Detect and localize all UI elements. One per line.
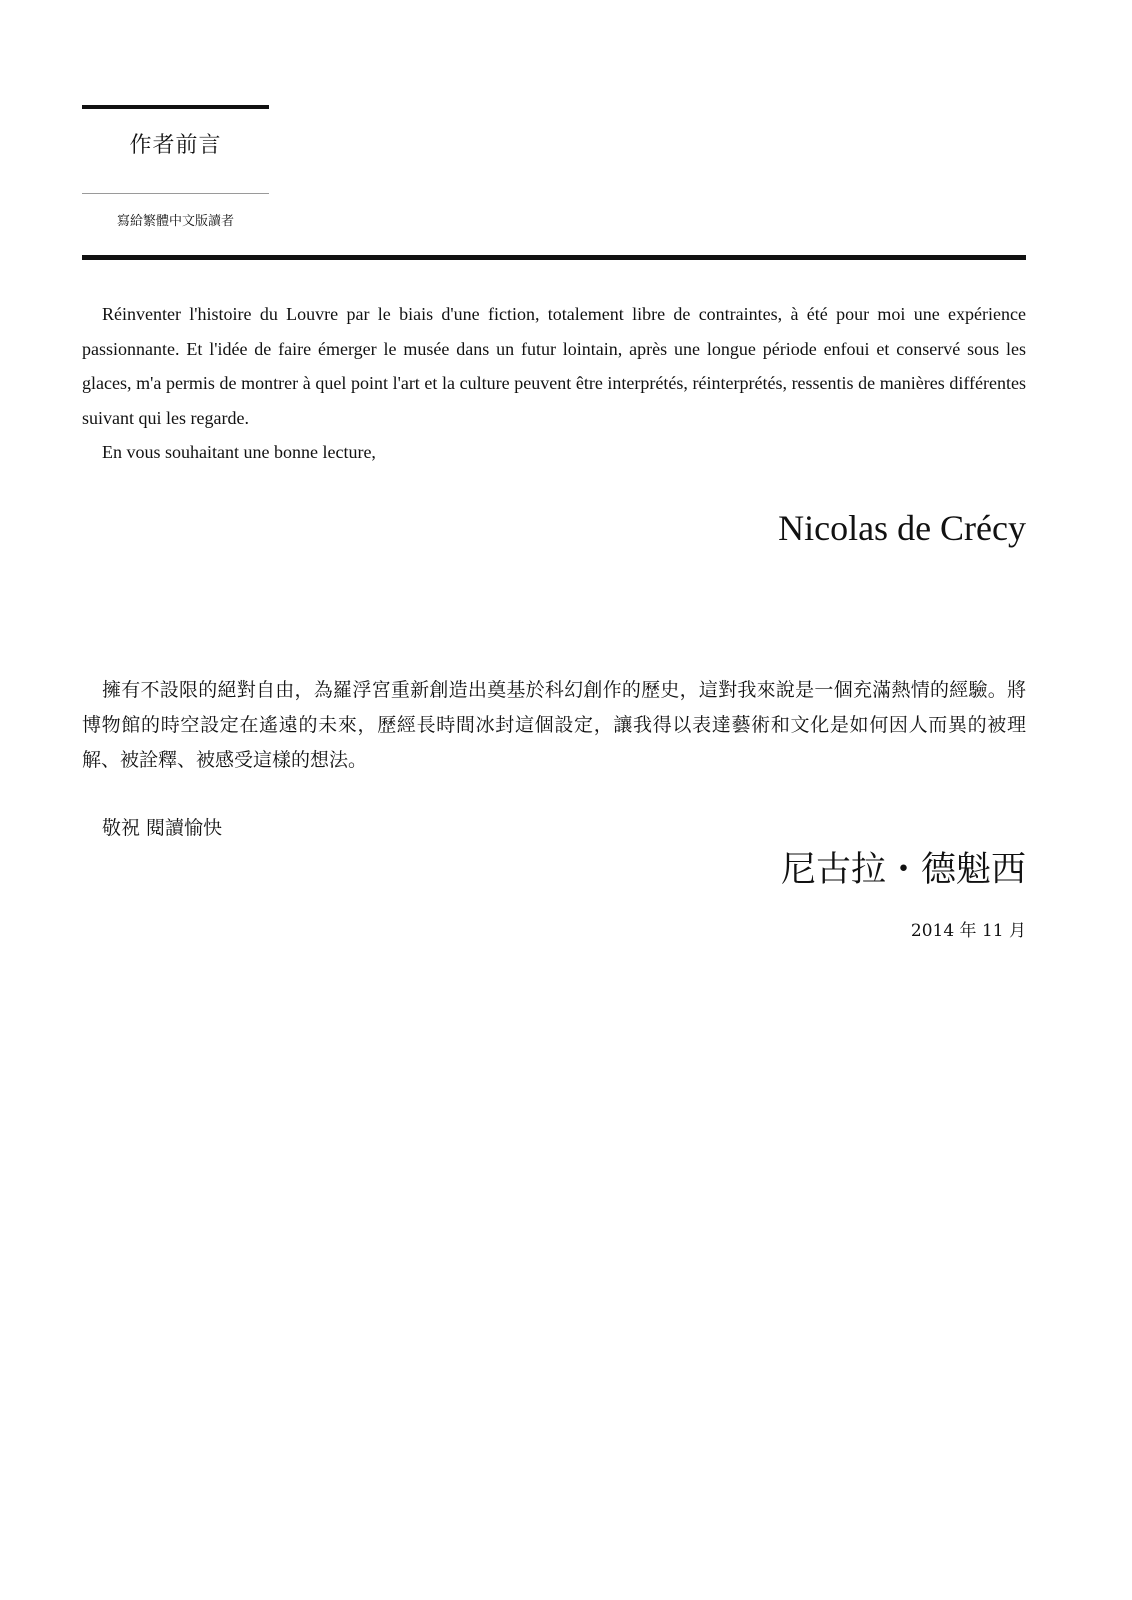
- french-paragraph: Réinventer l'histoire du Louvre par le biais d'une fiction, totalement libre de contraintes, à été pour moi une expérience passionnante. Et l'idée de faire émerger le musée dans un futur lointain, après une longue période enfoui et conservé sous les glaces, m'a permis de montrer à quel point l'art et la culture peuvent être interprétés, réinterprétés, ressentis de manières différentes suivant qui les regarde.: [82, 304, 1026, 428]
- chinese-text-block: [82, 673, 1026, 778]
- french-text-block: [82, 297, 1026, 470]
- header-divider: [82, 193, 269, 194]
- date-line: 2014 年 11 月: [910, 921, 1026, 941]
- header-top-rule: [82, 105, 269, 109]
- french-signature: Nicolas de Crécy: [778, 508, 1026, 548]
- page-subtitle: 寫給繁體中文版讀者: [116, 214, 234, 229]
- main-rule: [82, 255, 1026, 260]
- chinese-closing: 敬祝 閱讀愉快: [102, 817, 223, 839]
- french-closing: En vous souhaitant une bonne lecture,: [102, 442, 376, 462]
- chinese-paragraph: 擁有不設限的絕對自由，為羅浮宮重新創造出奠基於科幻創作的歷史，這對我來說是一個充滿熱情的經驗。將博物館的時空設定在遙遠的未來，歷經長時間冰封這個設定，讓我得以表達藝術和文化是如何因人而異的被理解、被詮釋、被感受這樣的想法。: [82, 679, 1026, 771]
- page-title: 作者前言: [129, 133, 222, 158]
- chinese-signature: 尼古拉・德魁西: [780, 850, 1026, 890]
